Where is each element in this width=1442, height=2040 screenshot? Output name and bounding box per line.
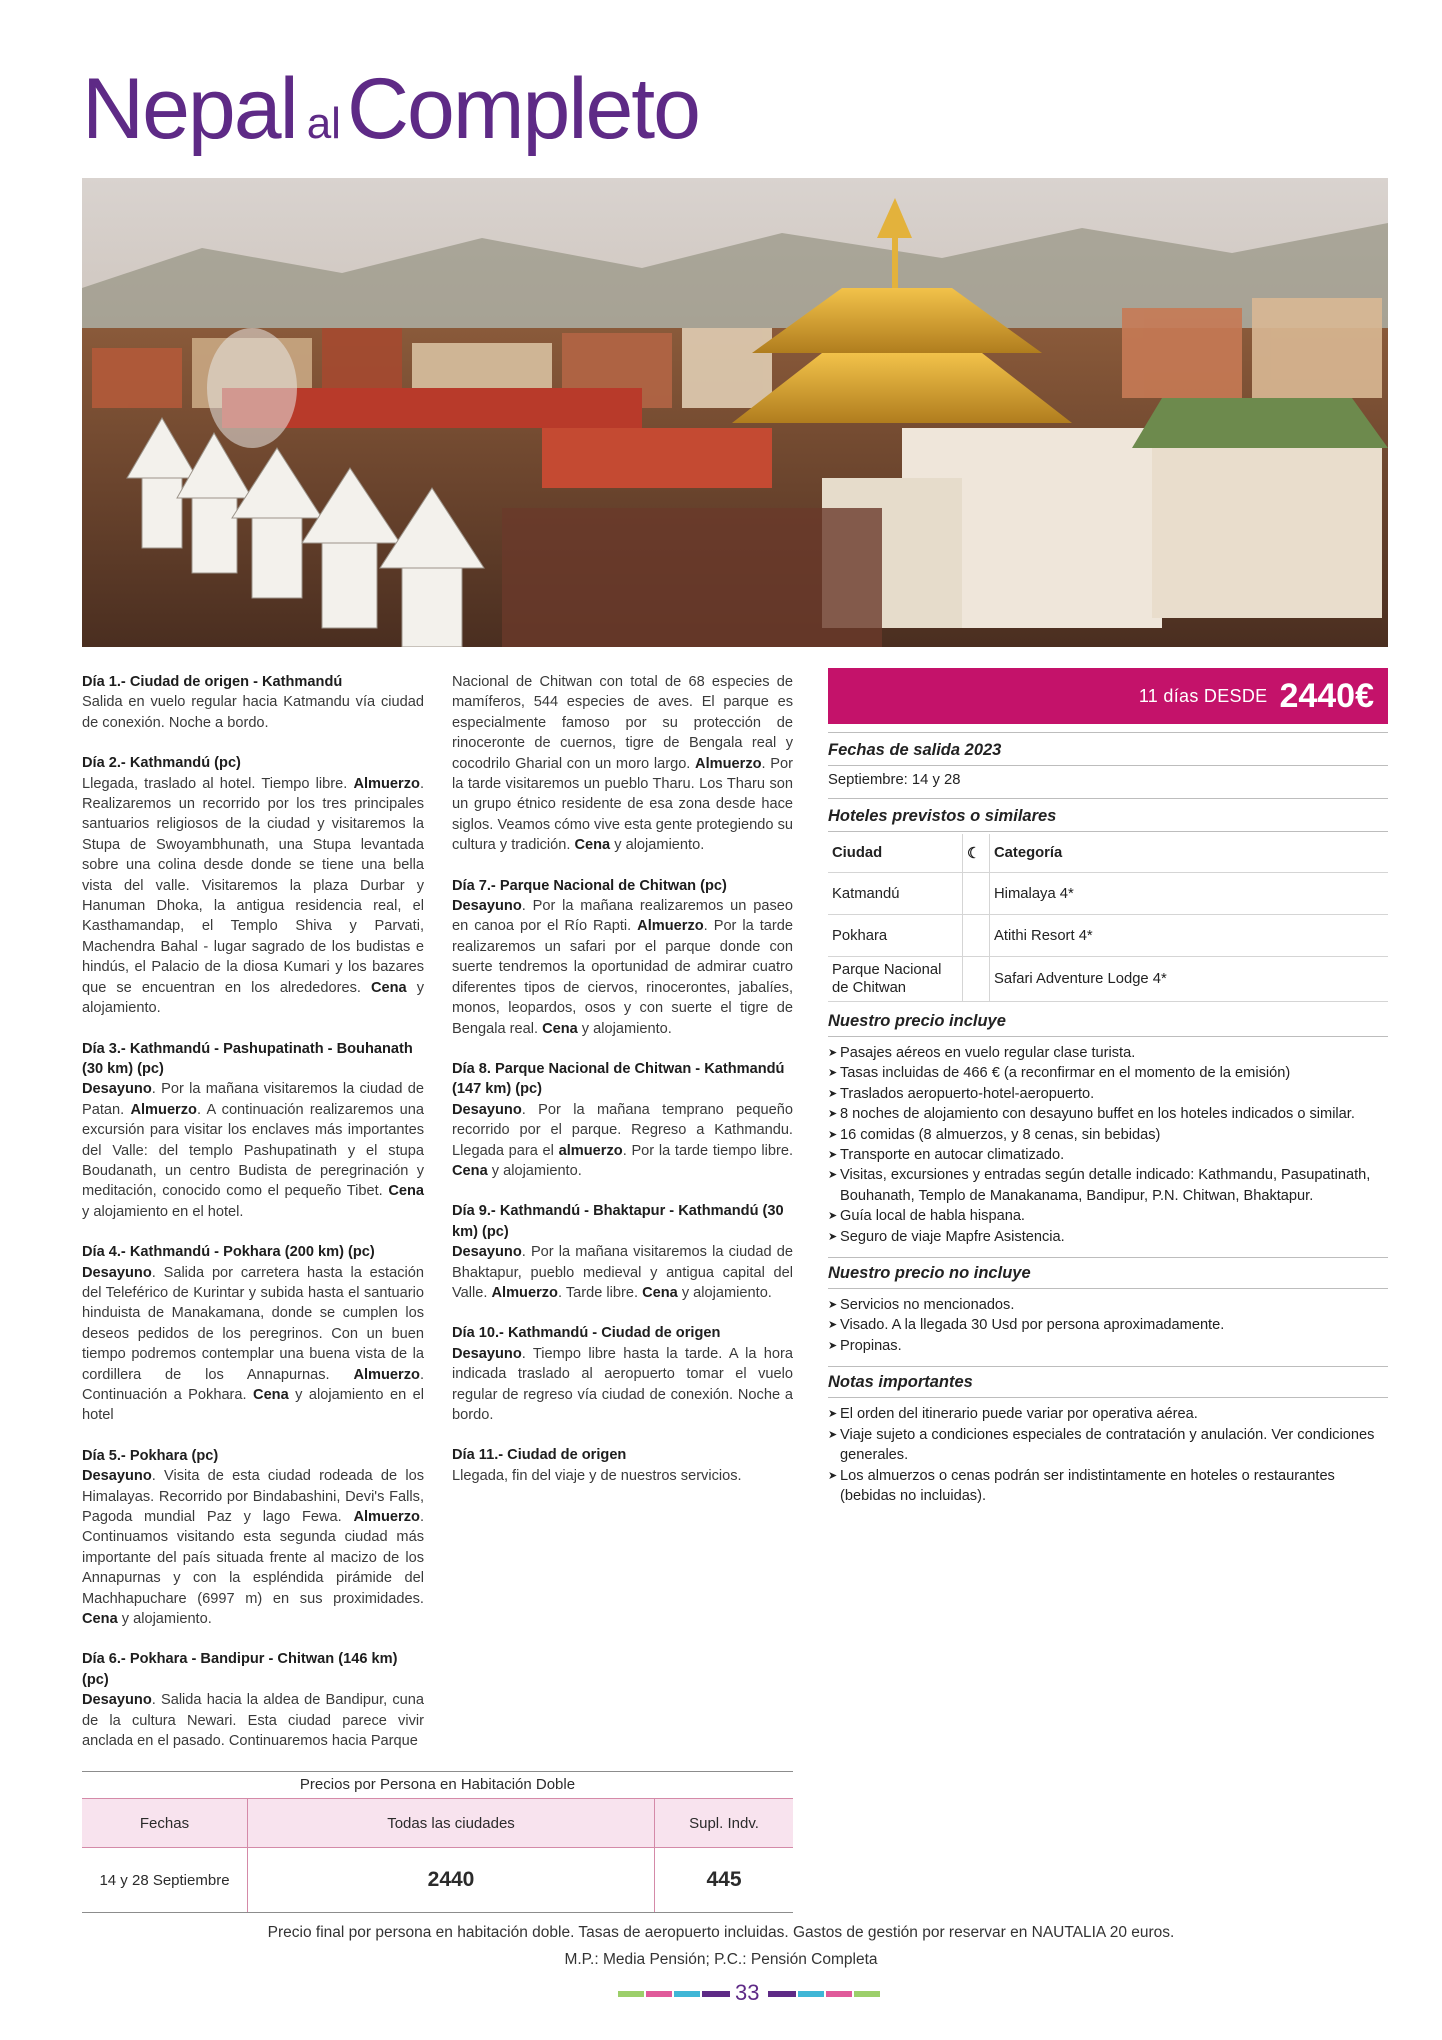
table-row (828, 915, 1388, 957)
notes-title: Notas importantes (828, 1366, 1388, 1398)
cell-price: 2440 (248, 1848, 655, 1913)
title-main-1: Nepal (82, 61, 297, 157)
list-item-text: Seguro de viaje Mapfre Asistencia. (840, 1228, 1065, 1245)
notes-list (828, 1404, 1388, 1506)
cell-fechas: 14 y 28 Septiembre (82, 1848, 248, 1913)
table-row (82, 1848, 793, 1913)
day-heading: Día 6.- Pokhara - Bandipur - Chitwan (146 km) (pc) (82, 1651, 398, 1688)
color-segment (826, 1991, 852, 1997)
list-item (828, 1295, 1388, 1315)
color-segment (798, 1991, 824, 1997)
moon-icon: ☾ (963, 834, 990, 873)
arrow-bullet-icon: ➤ (828, 1067, 838, 1080)
day-text: Desayuno. Por la mañana visitaremos la ciudad de Patan. Almuerzo. A continuación realizaremos una excursión para visitar los enclaves más importantes del Valle: del templo Pashupatinath y el stupa Boudanath, un centro Budista de peregrinación y meditación, conocido como el pequeño Tibet. Cena y alojamiento en el hotel. (82, 1081, 424, 1220)
hotel-name: Atithi Resort 4* (990, 915, 1389, 957)
list-item (828, 1466, 1388, 1507)
list-item (828, 1084, 1388, 1104)
list-item (828, 1043, 1388, 1063)
price-table (82, 1771, 793, 1913)
list-item-text: 16 comidas (8 almuerzos, y 8 cenas, sin bebidas) (840, 1126, 1161, 1143)
hotel-city: Pokhara (828, 915, 963, 957)
day-text: Llegada, traslado al hotel. Tiempo libre. Almuerzo. Realizaremos un recorrido por los tres principales santuarios religiosos de la ciudad y visitaremos la Stupa de Swoyambhunath, una Stupa levantada sobre una colina desde donde se tiene una bella vista del valle. Visitaremos la plaza Durbar y Hanuman Dhoka, la antigua residencia real, el Kasthamandap, el Templo Shiva y Parvati, Machendra Bahal - lugar sagrado de los budistas e hindús, el Palacio de la diosa Kumari y los bazares que se encuentran en los alrededores. Cena y alojamiento. (82, 775, 424, 1017)
color-segment (768, 1991, 796, 1997)
list-item (828, 1425, 1388, 1466)
hotels-table (828, 834, 1388, 1002)
footer-legend: M.P.: Media Pensión; P.C.: Pensión Completa (564, 1951, 878, 1968)
hotel-name: Himalaya 4* (990, 873, 1389, 915)
category-header: Categoría (990, 834, 1389, 873)
list-item-text: Transporte en autocar climatizado. (840, 1147, 1065, 1164)
page-number-bar (618, 1980, 888, 2008)
list-item (828, 1336, 1388, 1356)
departures-title: Fechas de salida 2023 (828, 732, 1388, 766)
arrow-bullet-icon: ➤ (828, 1299, 838, 1312)
day-text: Desayuno. Por la mañana realizaremos un paseo en canoa por el Río Rapti. Almuerzo. Por la tarde realizaremos un safari por el parque donde con suerte tendremos la oportunidad de admirar cuatro diferentes tipos de ciervos, rinocerontes, jabalíes, monos, leopardos, osos y con suerte el tigre de Bengala real. Cena y alojamiento. (452, 898, 793, 1037)
day-block (82, 1039, 424, 1223)
day-block (452, 1445, 793, 1486)
arrow-bullet-icon: ➤ (828, 1108, 838, 1121)
title-small: al (306, 99, 341, 148)
color-segment (674, 1991, 700, 1997)
hotel-city: Katmandú (828, 873, 963, 915)
color-segment (618, 1991, 644, 1997)
day-block (452, 672, 793, 856)
table-row (828, 957, 1388, 1002)
list-item-text: Propinas. (840, 1337, 902, 1354)
spacer-cell (963, 873, 990, 915)
arrow-bullet-icon: ➤ (828, 1428, 838, 1441)
list-item-text: Servicios no mencionados. (840, 1297, 1015, 1314)
arrow-bullet-icon: ➤ (828, 1339, 838, 1352)
day-text: Nacional de Chitwan con total de 68 especies de mamíferos, 544 especies de aves. El parque es especialmente famoso por su protección de rinoceronte de cuernos, tigre de Bengala real y cocodrilo Gharial con un moro largo. Almuerzo. Por la tarde visitaremos un pueblo Tharu. Los Tharu son un grupo étnico residente de esa zona desde hace siglos. Veamos cómo vive esta gente protegiendo su cultura y tradición. Cena y alojamiento. (452, 674, 793, 854)
cell-supl: 445 (655, 1848, 794, 1913)
hero-illustration (82, 178, 1388, 647)
day-text: Desayuno. Salida por carretera hasta la estación del Teleférico de Kurintar y subida hasta el santuario hinduista de Manakamana, donde se cumplen los deseos pedidos de los peregrinos. Con un buen tiempo podremos contemplar una buena vista de la cordillera de los Annapurnas. Almuerzo. Continuación a Pokhara. Cena y alojamiento en el hotel (82, 1264, 424, 1424)
arrow-bullet-icon: ➤ (828, 1319, 838, 1332)
includes-title: Nuestro precio incluye (828, 1012, 1388, 1037)
price-table-caption: Precios por Persona en Habitación Doble (82, 1771, 793, 1798)
list-item (828, 1206, 1388, 1226)
header-ciudades: Todas las ciudades (248, 1799, 655, 1848)
arrow-bullet-icon: ➤ (828, 1087, 838, 1100)
list-item (828, 1104, 1388, 1124)
list-item (828, 1063, 1388, 1083)
arrow-bullet-icon: ➤ (828, 1047, 838, 1059)
day-block (82, 1649, 424, 1751)
day-text: Desayuno. Por la mañana temprano pequeño recorrido por el parque. Regreso a Kathmandu. Llegada para el almuerzo. Por la tarde tiempo libre. Cena y alojamiento. (452, 1101, 793, 1179)
day-heading: Día 9.- Kathmandú - Bhaktapur - Kathmandú (30 km) (pc) (452, 1203, 784, 1240)
day-heading: Día 10.- Kathmandú - Ciudad de origen (452, 1325, 721, 1342)
list-item (828, 1145, 1388, 1165)
info-column (828, 668, 1388, 1516)
hotel-city: Parque Nacional de Chitwan (828, 957, 963, 1002)
list-item (828, 1227, 1388, 1247)
title-main-2: Completo (346, 61, 700, 157)
arrow-bullet-icon: ➤ (828, 1169, 838, 1182)
list-item-text: Pasajes aéreos en vuelo regular clase turista. (840, 1045, 1136, 1061)
table-header-row (82, 1799, 793, 1848)
spacer-cell (963, 957, 990, 1002)
price-lead: 11 días DESDE (1138, 685, 1268, 706)
spacer-cell (963, 915, 990, 957)
itinerary-column-1 (82, 672, 424, 1772)
day-block (82, 1446, 424, 1630)
color-segment (702, 1991, 730, 1997)
day-text: Desayuno. Salida hacia la aldea de Bandipur, cuna de la cultura Newari. Esta ciudad parece vivir anclada en el pasado. Continuaremos hacia Parque (82, 1692, 424, 1750)
day-block (452, 1323, 793, 1425)
page-title (82, 61, 700, 157)
list-item-text: Guía local de habla hispana. (840, 1208, 1025, 1225)
departures-text: Septiembre: 14 y 28 (828, 772, 961, 788)
list-item (828, 1165, 1388, 1206)
day-heading: Día 4.- Kathmandú - Pokhara (200 km) (pc) (82, 1244, 375, 1261)
itinerary-column-2 (452, 672, 793, 1506)
list-item-text: Viaje sujeto a condiciones especiales de contratación y anulación. Ver condiciones generales. (840, 1426, 1375, 1464)
day-text: Desayuno. Visita de esta ciudad rodeada de los Himalayas. Recorrido por Bindabashini, Devi's Falls, Pagoda mundial Paz y lago Fewa. Almuerzo. Continuamos visitando esta segunda ciudad más importante del país situada frente al macizo de los Annapurnas y con la espléndida pirámide del Machhapuchare (6997 m) en sus proximidades. Cena y alojamiento. (82, 1468, 424, 1628)
day-heading: Día 2.- Kathmandú (pc) (82, 755, 241, 772)
day-block (452, 1201, 793, 1303)
list-item-text: Los almuerzos o cenas podrán ser indistintamente en hoteles o restaurantes (bebidas no incluidas). (840, 1467, 1335, 1504)
day-heading: Día 1.- Ciudad de origen - Kathmandú (82, 674, 343, 690)
day-block (82, 753, 424, 1018)
day-text: Desayuno. Tiempo libre hasta la tarde. A la hora indicada traslado al aeropuerto tomar el vuelo regular de regreso vía ciudad de conexión. Noche a bordo. (452, 1345, 793, 1423)
footer-note: Precio final por persona en habitación doble. Tasas de aeropuerto incluidas. Gastos de gestión por reservar en NAUTALIA 20 euros. (267, 1924, 1175, 1941)
day-text: Desayuno. Por la mañana visitaremos la ciudad de Bhaktapur, pueblo medieval y antigua capital del Valle. Almuerzo. Tarde libre. Cena y alojamiento. (452, 1244, 793, 1301)
day-heading: Día 11.- Ciudad de origen (452, 1447, 627, 1464)
arrow-bullet-icon: ➤ (828, 1149, 838, 1162)
table-header-row (828, 834, 1388, 873)
header-supl: Supl. Indv. (655, 1799, 794, 1848)
day-heading: Día 5.- Pokhara (pc) (82, 1447, 219, 1464)
day-text: Llegada, fin del viaje y de nuestros servicios. (452, 1467, 742, 1484)
day-heading: Día 7.- Parque Nacional de Chitwan (pc) (452, 877, 727, 894)
list-item-text: Traslados aeropuerto-hotel-aeropuerto. (840, 1085, 1095, 1102)
header-fechas: Fechas (82, 1799, 248, 1848)
day-block (82, 672, 424, 733)
includes-list (828, 1043, 1388, 1247)
list-item-text: Visitas, excursiones y entradas según detalle indicado: Kathmandu, Pasupatinath, Bouhanath, Templo de Manakanama, Bandipur, P.N. Chitwan, Bhaktapur. (840, 1167, 1371, 1204)
hotel-name: Safari Adventure Lodge 4* (990, 957, 1389, 1002)
list-item (828, 1315, 1388, 1335)
hotels-title: Hoteles previstos o similares (828, 798, 1388, 832)
day-text: Salida en vuelo regular hacia Katmandu vía ciudad de conexión. Noche a bordo. (82, 694, 424, 731)
arrow-bullet-icon: ➤ (828, 1469, 838, 1482)
arrow-bullet-icon: ➤ (828, 1230, 838, 1243)
hero-image (82, 178, 1388, 647)
table-row (828, 873, 1388, 915)
list-item-text: 8 noches de alojamiento con desayuno buffet en los hoteles indicados o similar. (840, 1106, 1355, 1123)
list-item-text: Visado. A la llegada 30 Usd por persona aproximadamente. (840, 1317, 1225, 1334)
list-item (828, 1125, 1388, 1145)
excludes-list (828, 1295, 1388, 1356)
price-amount: 2440€ (1279, 676, 1374, 715)
color-segment (854, 1991, 880, 1997)
excludes-title: Nuestro precio no incluye (828, 1257, 1388, 1289)
list-item-text: Tasas incluidas de 466 € (a reconfirmar en el momento de la emisión) (840, 1065, 1291, 1082)
day-block (452, 876, 793, 1039)
arrow-bullet-icon: ➤ (828, 1128, 838, 1141)
day-block (82, 1242, 424, 1426)
day-heading: Día 8. Parque Nacional de Chitwan - Kathmandú (147 km) (pc) (452, 1060, 785, 1098)
list-item-text: El orden del itinerario puede variar por operativa aérea. (840, 1406, 1198, 1423)
city-header: Ciudad (828, 834, 963, 873)
price-banner (828, 668, 1388, 724)
page-number: 33 (735, 1980, 760, 2005)
arrow-bullet-icon: ➤ (828, 1408, 838, 1421)
day-block (452, 1059, 793, 1181)
arrow-bullet-icon: ➤ (828, 1210, 838, 1223)
color-segment (646, 1991, 672, 1997)
day-heading: Día 3.- Kathmandú - Pashupatinath - Bouhanath (30 km) (pc) (82, 1040, 413, 1077)
list-item (828, 1404, 1388, 1424)
